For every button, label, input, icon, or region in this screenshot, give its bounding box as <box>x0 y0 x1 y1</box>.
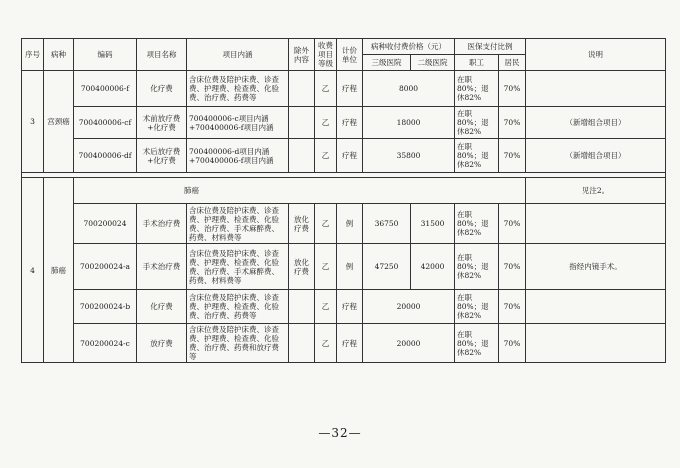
table-row <box>22 71 666 107</box>
row-employee-ratio: 在职80%；退休82% <box>455 71 499 107</box>
row-level: 乙 <box>315 324 337 363</box>
row-unit: 疗程 <box>337 71 363 107</box>
row-excluded <box>289 324 315 363</box>
table-row <box>22 324 666 363</box>
row-name: 手术治疗费 <box>137 204 187 244</box>
row-excluded: 放化疗费 <box>289 204 315 244</box>
col-excluded: 除外内容 <box>289 39 315 71</box>
group-disease: 宫颈癌 <box>44 71 74 173</box>
row-unit: 疗程 <box>337 107 363 139</box>
group-disease: 肺癌 <box>44 178 74 363</box>
row-resident-ratio: 70% <box>499 290 526 324</box>
row-code: 700400006-df <box>74 139 137 173</box>
row-note: （新增组合项目） <box>526 107 666 139</box>
row-unit: 例 <box>337 204 363 244</box>
row-code: 700200024-a <box>74 244 137 290</box>
row-code: 700200024 <box>74 204 137 244</box>
row-code: 700400006-f <box>74 71 137 107</box>
col-tier2: 二级医院 <box>411 55 455 71</box>
row-name: 术前放疗费+化疗费 <box>137 107 187 139</box>
table-row <box>22 244 666 290</box>
row-price: 8000 <box>363 71 455 107</box>
col-notes: 说明 <box>526 39 666 71</box>
row-name: 化疗费 <box>137 290 187 324</box>
row-content: 700400006-c项目内涵+700400006-f项目内涵 <box>187 107 289 139</box>
row-note: （新增组合项目） <box>526 139 666 173</box>
row-note: 指经内镜手术。 <box>526 244 666 290</box>
row-name: 手术治疗费 <box>137 244 187 290</box>
table-row <box>22 204 666 244</box>
row-name: 术后放疗费+化疗费 <box>137 139 187 173</box>
col-code: 编码 <box>74 39 137 71</box>
row-name: 化疗费 <box>137 71 187 107</box>
row-price-tier2: 42000 <box>411 244 455 290</box>
fee-table <box>21 38 666 363</box>
col-unit: 计价单位 <box>337 39 363 71</box>
row-employee-ratio: 在职80%；退休82% <box>455 324 499 363</box>
row-employee-ratio: 在职80%；退休82% <box>455 139 499 173</box>
table-row <box>22 139 666 173</box>
row-employee-ratio: 在职80%；退休82% <box>455 107 499 139</box>
row-resident-ratio: 70% <box>499 204 526 244</box>
row-unit: 疗程 <box>337 290 363 324</box>
row-price: 18000 <box>363 107 455 139</box>
col-seq: 序号 <box>22 39 44 71</box>
col-item-content: 项目内涵 <box>187 39 289 71</box>
row-content: 含床位费及陪护床费、诊查费、护理费、检查费、化验费、治疗费、手术麻醉费、药费、材料费等 <box>187 244 289 290</box>
row-price: 20000 <box>363 324 455 363</box>
row-content: 含床位费及陪护床费、诊查费、护理费、检查费、化验费、治疗费、药费和放疗费等 <box>187 324 289 363</box>
row-note <box>526 71 666 107</box>
row-content: 含床位费及陪护床费、诊查费、护理费、检查费、化验费、治疗费、药费等 <box>187 290 289 324</box>
row-level: 乙 <box>315 204 337 244</box>
section-note: 见注2。 <box>526 178 666 204</box>
row-code: 700400006-cf <box>74 107 137 139</box>
col-tier3: 三级医院 <box>363 55 411 71</box>
col-employee: 职工 <box>455 55 499 71</box>
row-unit: 例 <box>337 244 363 290</box>
row-price: 20000 <box>363 290 455 324</box>
row-note <box>526 290 666 324</box>
row-level: 乙 <box>315 139 337 173</box>
row-level: 乙 <box>315 71 337 107</box>
group-seq: 3 <box>22 71 44 173</box>
row-resident-ratio: 70% <box>499 139 526 173</box>
row-content: 含床位费及陪护床费、诊查费、护理费、检查费、化验费、治疗费、药费等 <box>187 71 289 107</box>
row-resident-ratio: 70% <box>499 324 526 363</box>
row-price-tier3: 36750 <box>363 204 411 244</box>
row-resident-ratio: 70% <box>499 244 526 290</box>
header-row-1 <box>22 39 666 55</box>
row-unit: 疗程 <box>337 139 363 173</box>
table-row <box>22 290 666 324</box>
page-number: —32— <box>318 426 362 440</box>
col-insurance-group: 医保支付比例 <box>455 39 526 55</box>
row-price-tier3: 47250 <box>363 244 411 290</box>
row-name: 放疗费 <box>137 324 187 363</box>
row-excluded <box>289 290 315 324</box>
row-resident-ratio: 70% <box>499 107 526 139</box>
section-row <box>22 178 666 204</box>
row-employee-ratio: 在职80%；退休82% <box>455 290 499 324</box>
row-employee-ratio: 在职80%；退休82% <box>455 244 499 290</box>
row-employee-ratio: 在职80%；退休82% <box>455 204 499 244</box>
col-price-group: 病种收付费价格（元） <box>363 39 455 55</box>
row-excluded: 放化疗费 <box>289 244 315 290</box>
row-excluded <box>289 139 315 173</box>
col-resident: 居民 <box>499 55 526 71</box>
row-level: 乙 <box>315 290 337 324</box>
row-note <box>526 204 666 244</box>
row-level: 乙 <box>315 107 337 139</box>
row-content: 700400006-d项目内涵+700400006-f项目内涵 <box>187 139 289 173</box>
col-disease: 病种 <box>44 39 74 71</box>
row-price-tier2: 31500 <box>411 204 455 244</box>
col-fee-level: 收费项目等级 <box>315 39 337 71</box>
row-excluded <box>289 71 315 107</box>
table-row <box>22 107 666 139</box>
row-level: 乙 <box>315 244 337 290</box>
row-code: 700200024-c <box>74 324 137 363</box>
row-note <box>526 324 666 363</box>
group-seq: 4 <box>22 178 44 363</box>
row-code: 700200024-b <box>74 290 137 324</box>
row-unit: 疗程 <box>337 324 363 363</box>
row-price: 35800 <box>363 139 455 173</box>
col-item-name: 项目名称 <box>137 39 187 71</box>
row-excluded <box>289 107 315 139</box>
section-title: 肺癌 <box>74 178 526 204</box>
row-content: 含床位费及陪护床费、诊查费、护理费、检查费、化验费、治疗费、手术麻醉费、药费、材料费等 <box>187 204 289 244</box>
row-resident-ratio: 70% <box>499 71 526 107</box>
